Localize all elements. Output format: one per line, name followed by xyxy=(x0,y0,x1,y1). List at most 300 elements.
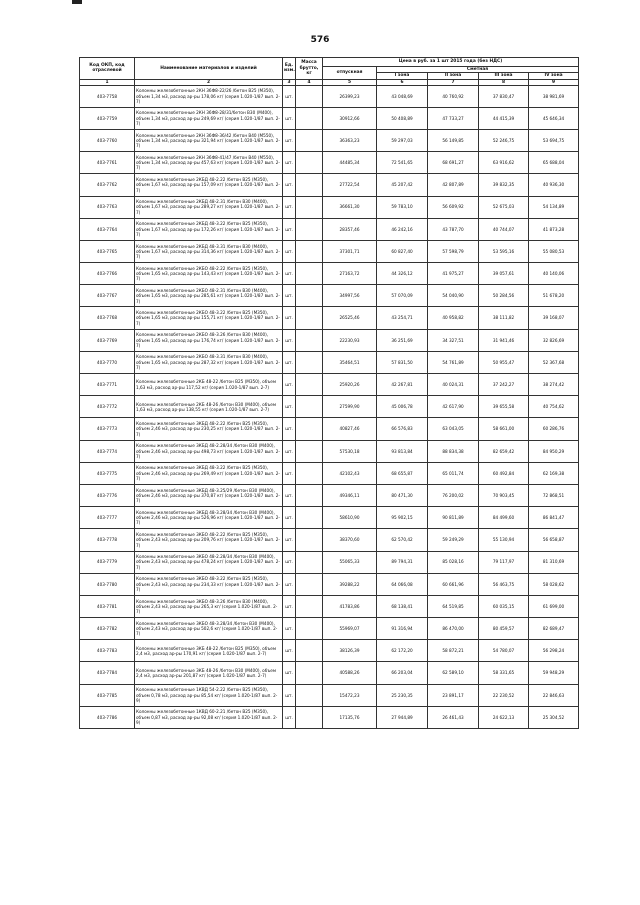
row-zone-1-price: 95 902,15 xyxy=(377,507,428,529)
row-zone-1-price: 57 070,09 xyxy=(377,285,428,307)
row-zone-4-price: 56 658,87 xyxy=(529,529,579,551)
row-code: 403-7771 xyxy=(80,374,135,396)
row-zone-1-price: 36 251,69 xyxy=(377,329,428,351)
header-zone-3: III зона xyxy=(479,73,529,79)
table-row xyxy=(80,529,579,551)
row-unit: шт. xyxy=(283,462,296,484)
row-mass xyxy=(296,396,323,418)
col-index: 9 xyxy=(529,79,579,85)
row-zone-1-price: 66 576,83 xyxy=(377,418,428,440)
row-name: Колонны железобетонные 2КБ 48-26 /бетон В30 (М400), объем 1,63 м3, расход ар-ры 138,55 кг/ (серия 1.020-1/87 вып. 2-7) xyxy=(135,396,283,418)
row-release-price: 41783,86 xyxy=(323,595,377,617)
header-unit: Ед. изм. xyxy=(283,58,296,80)
table-row xyxy=(80,196,579,218)
row-name: Колонны железобетонные 3КБД 48-2.22 /бетон В25 (М350), объем 2,46 м3, расход ар-ры 230,25 кг/ (серия 1.020-1/87 вып. 2-7) xyxy=(135,418,283,440)
row-zone-3-price: 37 830,47 xyxy=(479,85,529,107)
row-code: 403-7759 xyxy=(80,107,135,129)
row-mass xyxy=(296,329,323,351)
row-name: Колонны железобетонные 3КБО 48-3.28/34 /бетон В30 (М400), объем 2,43 м3, расход ар-ры 502,6 кг/ (серия 1.020-1/87 вып. 2-7) xyxy=(135,618,283,640)
row-zone-4-price: 40 140,06 xyxy=(529,263,579,285)
row-zone-3-price: 39 655,58 xyxy=(479,396,529,418)
row-name: Колонны железобетонные 2КН 36Ф8-28/31/бетон В30 (М400), объем 1,34 м3, расход ар-ры 249,69 кг/ (серия 1.020-1/87 вып. 2-7) xyxy=(135,107,283,129)
row-zone-3-price: 44 415,39 xyxy=(479,107,529,129)
row-mass xyxy=(296,218,323,240)
row-zone-2-price: 34 327,51 xyxy=(428,329,479,351)
row-zone-4-price: 60 286,76 xyxy=(529,418,579,440)
row-name: Колонны железобетонные 2КБО 48-3.26 /бетон В30 (М400), объем 1,65 м3, расход ар-ры 176,74 кг/ (серия 1.020-1/87 вып. 2-7) xyxy=(135,329,283,351)
row-name: Колонны железобетонные 3КБД 48-3.25/29 /бетон В30 (М400), объем 2,46 м3, расход ар-ры 370,87 кг/ (серия 1.020-1/87 вып. 2-7) xyxy=(135,484,283,506)
row-zone-3-price: 22 230,52 xyxy=(479,684,529,706)
row-zone-2-price: 26 461,43 xyxy=(428,706,479,728)
row-name: Колонны железобетонные 2КБО 48-3.22 /бетон В25 (М350), объем 1,65 м3, расход ар-ры 155,71 кг/ (серия 1.020-1/87 вып. 2-7) xyxy=(135,307,283,329)
row-zone-3-price: 70 903,45 xyxy=(479,484,529,506)
row-name: Колонны железобетонные 2КБД 48-2.31 /бетон В30 (М400), объем 1,67 м3, расход ар-ры 289,27 кг/ (серия 1.020-1/87 вып. 2-7) xyxy=(135,196,283,218)
row-mass xyxy=(296,684,323,706)
row-zone-2-price: 54 761,89 xyxy=(428,351,479,373)
row-unit: шт. xyxy=(283,684,296,706)
header-zone-4: IV зона xyxy=(529,73,579,79)
row-release-price: 27163,72 xyxy=(323,263,377,285)
row-release-price: 27599,90 xyxy=(323,396,377,418)
row-mass xyxy=(296,662,323,684)
row-code: 403-7766 xyxy=(80,263,135,285)
row-zone-1-price: 62 172,20 xyxy=(377,640,428,662)
row-zone-2-price: 88 834,38 xyxy=(428,440,479,462)
row-zone-1-price: 27 944,89 xyxy=(377,706,428,728)
row-zone-3-price: 55 130,94 xyxy=(479,529,529,551)
row-release-price: 57530,18 xyxy=(323,440,377,462)
row-zone-1-price: 46 242,16 xyxy=(377,218,428,240)
row-zone-3-price: 60 035,15 xyxy=(479,595,529,617)
row-zone-1-price: 42 267,81 xyxy=(377,374,428,396)
row-zone-1-price: 25 230,35 xyxy=(377,684,428,706)
row-zone-4-price: 38 274,42 xyxy=(529,374,579,396)
row-zone-3-price: 52 246,75 xyxy=(479,129,529,151)
table-row xyxy=(80,662,579,684)
row-zone-4-price: 41 873,28 xyxy=(529,218,579,240)
row-zone-2-price: 64 519,85 xyxy=(428,595,479,617)
row-name: Колонны железобетонные 2КН 36Ф8-22/26 /бетон В25 (М350), объем 1,34 м3, расход ар-ры 178,06 кг/ (серия 1.020-1/87 вып. 2-7) xyxy=(135,85,283,107)
row-mass xyxy=(296,640,323,662)
row-name: Колонны железобетонные 2КН 36Ф8-41/47 /бетон В40 (М550), объем 1,34 м3, расход ар-ры 457,63 кг/ (серия 1.020-1/87 вып. 2-7) xyxy=(135,152,283,174)
row-zone-4-price: 81 310,69 xyxy=(529,551,579,573)
row-code: 403-7768 xyxy=(80,307,135,329)
header-code: Код ОКП, код отраслевой xyxy=(80,58,135,80)
table-row xyxy=(80,129,579,151)
row-mass xyxy=(296,462,323,484)
row-release-price: 35464,51 xyxy=(323,351,377,373)
table-row xyxy=(80,551,579,573)
row-unit: шт. xyxy=(283,107,296,129)
row-unit: шт. xyxy=(283,706,296,728)
row-mass xyxy=(296,374,323,396)
row-zone-3-price: 56 463,75 xyxy=(479,573,529,595)
row-zone-4-price: 72 868,51 xyxy=(529,484,579,506)
col-index: 4 xyxy=(296,79,323,85)
row-release-price: 55065,33 xyxy=(323,551,377,573)
row-zone-4-price: 86 841,47 xyxy=(529,507,579,529)
row-mass xyxy=(296,618,323,640)
header-zone-2: II зона xyxy=(428,73,479,79)
price-table xyxy=(79,57,579,729)
row-zone-2-price: 59 249,29 xyxy=(428,529,479,551)
table-row xyxy=(80,440,579,462)
row-zone-2-price: 54 040,90 xyxy=(428,285,479,307)
row-zone-1-price: 93 813,84 xyxy=(377,440,428,462)
row-zone-1-price: 43 048,69 xyxy=(377,85,428,107)
row-unit: шт. xyxy=(283,240,296,262)
row-zone-4-price: 53 694,75 xyxy=(529,129,579,151)
table-row xyxy=(80,85,579,107)
row-zone-2-price: 40 024,31 xyxy=(428,374,479,396)
row-unit: шт. xyxy=(283,484,296,506)
row-code: 403-7776 xyxy=(80,484,135,506)
row-mass xyxy=(296,107,323,129)
row-zone-1-price: 44 326,12 xyxy=(377,263,428,285)
row-code: 403-7784 xyxy=(80,662,135,684)
row-zone-4-price: 55 080,53 xyxy=(529,240,579,262)
table-row xyxy=(80,640,579,662)
row-release-price: 26399,23 xyxy=(323,85,377,107)
row-unit: шт. xyxy=(283,174,296,196)
table-row xyxy=(80,595,579,617)
row-code: 403-7772 xyxy=(80,396,135,418)
row-release-price: 49346,11 xyxy=(323,484,377,506)
row-zone-4-price: 38 981,69 xyxy=(529,85,579,107)
row-name: Колонны железобетонные 3КБ 48-26 /бетон В30 (М400), объем 2,4 м3, расход ар-ры 201,87 кг/ (серия 1.020-1/87 вып. 2-7) xyxy=(135,662,283,684)
row-code: 403-7780 xyxy=(80,573,135,595)
row-release-price: 39288,22 xyxy=(323,573,377,595)
table-body xyxy=(80,85,579,728)
row-zone-4-price: 56 298,24 xyxy=(529,640,579,662)
header-name: Наименование материалов и изделий xyxy=(135,58,283,80)
row-mass xyxy=(296,263,323,285)
table-row xyxy=(80,174,579,196)
row-release-price: 22230,93 xyxy=(323,329,377,351)
row-zone-1-price: 64 066,08 xyxy=(377,573,428,595)
row-zone-4-price: 51 678,20 xyxy=(529,285,579,307)
row-zone-2-price: 40 760,92 xyxy=(428,85,479,107)
row-unit: шт. xyxy=(283,285,296,307)
row-mass xyxy=(296,285,323,307)
row-zone-1-price: 60 827,40 xyxy=(377,240,428,262)
row-zone-4-price: 58 028,62 xyxy=(529,573,579,595)
table-row xyxy=(80,418,579,440)
row-zone-2-price: 76 200,02 xyxy=(428,484,479,506)
row-code: 403-7773 xyxy=(80,418,135,440)
row-zone-3-price: 50 284,56 xyxy=(479,285,529,307)
table-row xyxy=(80,285,579,307)
row-name: Колонны железобетонные 1КВД 60-2.21 /бетон В25 (М350), объем 0,87 м3, расход ар-ры 92,08 кг/ (серия 1.020-1/87 вып. 2-9) xyxy=(135,706,283,728)
row-zone-4-price: 52 367,68 xyxy=(529,351,579,373)
row-code: 403-7763 xyxy=(80,196,135,218)
row-zone-2-price: 60 661,96 xyxy=(428,573,479,595)
row-release-price: 38126,39 xyxy=(323,640,377,662)
row-zone-2-price: 65 011,74 xyxy=(428,462,479,484)
row-name: Колонны железобетонные 2КБО 48-3.31 /бетон В30 (М400), объем 1,65 м3, расход ар-ры 287,32 кг/ (серия 1.020-1/87 вып. 2-7) xyxy=(135,351,283,373)
table-row xyxy=(80,573,579,595)
row-name: Колонны железобетонные 2КБД 48-2.22 /бетон В25 (М350), объем 1,67 м3, расход ар-ры 157,09 кг/ (серия 1.020-1/87 вып. 2-7) xyxy=(135,174,283,196)
row-zone-3-price: 31 941,46 xyxy=(479,329,529,351)
row-mass xyxy=(296,307,323,329)
row-release-price: 34997,56 xyxy=(323,285,377,307)
row-code: 403-7774 xyxy=(80,440,135,462)
row-mass xyxy=(296,174,323,196)
row-mass xyxy=(296,196,323,218)
row-unit: шт. xyxy=(283,529,296,551)
col-index: 7 xyxy=(428,79,479,85)
row-name: Колонны железобетонные 1КВД 54-2.22 /бетон В25 (М350), объем 0,78 м3, расход ар-ры 85,54 кг/ (серия 1.020-1/87 вып. 2-9) xyxy=(135,684,283,706)
row-release-price: 40827,46 xyxy=(323,418,377,440)
row-zone-2-price: 56 609,92 xyxy=(428,196,479,218)
row-zone-3-price: 79 117,97 xyxy=(479,551,529,573)
row-code: 403-7775 xyxy=(80,462,135,484)
table-row xyxy=(80,107,579,129)
row-zone-4-price: 61 699,00 xyxy=(529,595,579,617)
row-zone-1-price: 72 541,65 xyxy=(377,152,428,174)
row-release-price: 25920,26 xyxy=(323,374,377,396)
row-zone-1-price: 59 783,10 xyxy=(377,196,428,218)
row-release-price: 42102,43 xyxy=(323,462,377,484)
row-release-price: 38370,60 xyxy=(323,529,377,551)
row-release-price: 27722,54 xyxy=(323,174,377,196)
row-zone-2-price: 41 975,27 xyxy=(428,263,479,285)
row-unit: шт. xyxy=(283,307,296,329)
row-unit: шт. xyxy=(283,618,296,640)
col-index: 2 xyxy=(135,79,283,85)
row-mass xyxy=(296,507,323,529)
row-zone-2-price: 85 028,16 xyxy=(428,551,479,573)
row-zone-3-price: 58 331,65 xyxy=(479,662,529,684)
table-row xyxy=(80,618,579,640)
table-row xyxy=(80,706,579,728)
row-code: 403-7781 xyxy=(80,595,135,617)
row-zone-1-price: 50 408,89 xyxy=(377,107,428,129)
col-index: 6 xyxy=(377,79,428,85)
row-zone-4-price: 22 846,63 xyxy=(529,684,579,706)
col-index: 1 xyxy=(80,79,135,85)
row-zone-2-price: 68 691,27 xyxy=(428,152,479,174)
row-zone-3-price: 39 832,35 xyxy=(479,174,529,196)
row-zone-1-price: 66 203,04 xyxy=(377,662,428,684)
row-name: Колонны железобетонные 2КБД 48-3.31 /бетон В30 (М400), объем 1,67 м3, расход ар-ры 314,36 кг/ (серия 1.020-1/87 вып. 2-7) xyxy=(135,240,283,262)
row-zone-2-price: 58 872,21 xyxy=(428,640,479,662)
row-zone-1-price: 89 794,31 xyxy=(377,551,428,573)
row-zone-4-price: 65 688,04 xyxy=(529,152,579,174)
row-mass xyxy=(296,85,323,107)
row-unit: шт. xyxy=(283,595,296,617)
row-name: Колонны железобетонные 3КБД 48-3.28/34 /бетон В30 (М400), объем 2,46 м3, расход ар-ры 526,96 кг/ (серия 1.020-1/87 вып. 2-7) xyxy=(135,507,283,529)
row-zone-2-price: 86 470,00 xyxy=(428,618,479,640)
row-unit: шт. xyxy=(283,573,296,595)
table-row xyxy=(80,684,579,706)
row-code: 403-7767 xyxy=(80,285,135,307)
row-zone-3-price: 80 459,57 xyxy=(479,618,529,640)
row-unit: шт. xyxy=(283,374,296,396)
row-zone-1-price: 45 006,78 xyxy=(377,396,428,418)
row-zone-2-price: 42 617,90 xyxy=(428,396,479,418)
row-name: Колонны железобетонные 3КБО 48-3.22 /бетон В25 (М350), объем 2,43 м3, расход ар-ры 234,33 кг/ (серия 1.020-1/87 вып. 2-7) xyxy=(135,573,283,595)
row-code: 403-7777 xyxy=(80,507,135,529)
row-unit: шт. xyxy=(283,85,296,107)
row-zone-4-price: 54 134,89 xyxy=(529,196,579,218)
row-zone-3-price: 39 057,61 xyxy=(479,263,529,285)
row-code: 403-7770 xyxy=(80,351,135,373)
table-row xyxy=(80,263,579,285)
row-release-price: 17135,76 xyxy=(323,706,377,728)
row-zone-4-price: 45 646,34 xyxy=(529,107,579,129)
row-mass xyxy=(296,240,323,262)
row-zone-4-price: 32 826,69 xyxy=(529,329,579,351)
row-zone-4-price: 82 689,47 xyxy=(529,618,579,640)
row-unit: шт. xyxy=(283,329,296,351)
row-zone-1-price: 59 297,03 xyxy=(377,129,428,151)
row-name: Колонны железобетонные 3КБО 48-2.28/34 /бетон В30 (М400), объем 2,43 м3, расход ар-ры 478,24 кг/ (серия 1.020-1/87 вып. 2-7) xyxy=(135,551,283,573)
col-index: 3 xyxy=(283,79,296,85)
row-release-price: 58610,90 xyxy=(323,507,377,529)
row-mass xyxy=(296,573,323,595)
row-release-price: 36363,23 xyxy=(323,129,377,151)
row-name: Колонны железобетонные 3КБД 48-2.28/34 /бетон В30 (М400), объем 2,46 м3, расход ар-ры 498,73 кг/ (серия 1.020-1/87 вып. 2-7) xyxy=(135,440,283,462)
row-release-price: 40588,26 xyxy=(323,662,377,684)
row-unit: шт. xyxy=(283,152,296,174)
row-mass xyxy=(296,152,323,174)
row-mass xyxy=(296,129,323,151)
row-zone-2-price: 23 891,17 xyxy=(428,684,479,706)
row-zone-2-price: 56 149,85 xyxy=(428,129,479,151)
row-zone-3-price: 60 492,84 xyxy=(479,462,529,484)
row-zone-3-price: 53 595,16 xyxy=(479,240,529,262)
row-code: 403-7782 xyxy=(80,618,135,640)
row-unit: шт. xyxy=(283,218,296,240)
row-zone-1-price: 91 316,94 xyxy=(377,618,428,640)
row-unit: шт. xyxy=(283,351,296,373)
row-zone-3-price: 37 242,27 xyxy=(479,374,529,396)
col-index: 5 xyxy=(323,79,377,85)
table-row xyxy=(80,152,579,174)
row-zone-4-price: 62 169,38 xyxy=(529,462,579,484)
row-mass xyxy=(296,440,323,462)
row-unit: шт. xyxy=(283,396,296,418)
row-unit: шт. xyxy=(283,440,296,462)
row-mass xyxy=(296,351,323,373)
row-name: Колонны железобетонные 3КБ 48-22 /бетон В25 (М350), объем 2,4 м3, расход ар-ры 170,91 кг/ (серия 1.020-1/87 вып. 2-7) xyxy=(135,640,283,662)
row-name: Колонны железобетонные 3КБД 48-3.22 /бетон В25 (М350), объем 2,46 м3, расход ар-ры 269,49 кг/ (серия 1.020-1/87 вып. 2-7) xyxy=(135,462,283,484)
row-code: 403-7779 xyxy=(80,551,135,573)
table-row xyxy=(80,374,579,396)
row-zone-3-price: 84 499,60 xyxy=(479,507,529,529)
header-zone-1: I зона xyxy=(377,73,428,79)
row-zone-2-price: 63 043,05 xyxy=(428,418,479,440)
row-zone-1-price: 57 831,50 xyxy=(377,351,428,373)
table-row xyxy=(80,329,579,351)
row-code: 403-7785 xyxy=(80,684,135,706)
table-row xyxy=(80,240,579,262)
row-unit: шт. xyxy=(283,129,296,151)
row-unit: шт. xyxy=(283,196,296,218)
row-zone-3-price: 63 916,62 xyxy=(479,152,529,174)
header-mass: Масса брутто, кг xyxy=(296,58,323,80)
row-zone-1-price: 80 471,30 xyxy=(377,484,428,506)
row-mass xyxy=(296,706,323,728)
row-name: Колонны железобетонные 2КН 36Ф8-36/42 /бетон В40 (М550), объем 1,34 м3, расход ар-ры 321,94 кг/ (серия 1.020-1/87 вып. 2-7) xyxy=(135,129,283,151)
row-code: 403-7783 xyxy=(80,640,135,662)
row-unit: шт. xyxy=(283,507,296,529)
table-row xyxy=(80,307,579,329)
row-zone-3-price: 82 659,42 xyxy=(479,440,529,462)
row-code: 403-7778 xyxy=(80,529,135,551)
row-name: Колонны железобетонные 2КБД 48-3.22 /бетон В25 (М350), объем 1,67 м3, расход ар-ры 172,26 кг/ (серия 1.020-1/87 вып. 2-7) xyxy=(135,218,283,240)
row-name: Колонны железобетонные 2КБО 48-2.22 /бетон В25 (М350), объем 1,65 м3, расход ар-ры 143,43 кг/ (серия 1.020-1/87 вып. 2-7) xyxy=(135,263,283,285)
row-zone-3-price: 50 955,47 xyxy=(479,351,529,373)
row-code: 403-7769 xyxy=(80,329,135,351)
row-zone-3-price: 38 111,82 xyxy=(479,307,529,329)
row-release-price: 26525,46 xyxy=(323,307,377,329)
row-unit: шт. xyxy=(283,551,296,573)
row-zone-3-price: 24 622,13 xyxy=(479,706,529,728)
row-zone-2-price: 43 787,70 xyxy=(428,218,479,240)
row-mass xyxy=(296,529,323,551)
row-zone-4-price: 39 168,07 xyxy=(529,307,579,329)
row-code: 403-7758 xyxy=(80,85,135,107)
row-zone-2-price: 90 811,89 xyxy=(428,507,479,529)
row-zone-3-price: 58 661,00 xyxy=(479,418,529,440)
row-unit: шт. xyxy=(283,662,296,684)
table-row xyxy=(80,396,579,418)
row-release-price: 28357,46 xyxy=(323,218,377,240)
row-zone-1-price: 43 254,71 xyxy=(377,307,428,329)
row-release-price: 55969,07 xyxy=(323,618,377,640)
row-code: 403-7765 xyxy=(80,240,135,262)
header-estimate: Сметная xyxy=(377,67,579,73)
row-release-price: 44485,34 xyxy=(323,152,377,174)
row-code: 403-7764 xyxy=(80,218,135,240)
row-code: 403-7760 xyxy=(80,129,135,151)
row-zone-4-price: 40 936,30 xyxy=(529,174,579,196)
row-mass xyxy=(296,595,323,617)
row-name: Колонны железобетонные 2КБО 48-2.31 /бетон В30 (М400), объем 1,65 м3, расход ар-ры 285,61 кг/ (серия 1.020-1/87 вып. 2-7) xyxy=(135,285,283,307)
table-row xyxy=(80,218,579,240)
row-zone-4-price: 84 950,29 xyxy=(529,440,579,462)
row-release-price: 36661,30 xyxy=(323,196,377,218)
row-name: Колонны железобетонные 3КБО 48-3.26 /бетон В30 (М400), объем 2,43 м3, расход ар-ры 265,3 кг/ (серия 1.020-1/87 вып. 2-7) xyxy=(135,595,283,617)
row-code: 403-7762 xyxy=(80,174,135,196)
row-release-price: 37301,71 xyxy=(323,240,377,262)
row-zone-1-price: 62 570,42 xyxy=(377,529,428,551)
row-zone-3-price: 54 780,07 xyxy=(479,640,529,662)
row-mass xyxy=(296,484,323,506)
row-zone-3-price: 52 675,03 xyxy=(479,196,529,218)
row-name: Колонны железобетонные 2КБ 48-22 /бетон В25 (М350), объем 1,63 м3, расход ар-ры 117,52 кг/ (серия 1.020-1/87 вып. 2-7) xyxy=(135,374,283,396)
row-zone-1-price: 68 138,41 xyxy=(377,595,428,617)
scan-mark xyxy=(72,0,82,4)
row-release-price: 15472,23 xyxy=(323,684,377,706)
table-row xyxy=(80,462,579,484)
row-zone-1-price: 45 207,42 xyxy=(377,174,428,196)
header-release: отпускная xyxy=(323,67,377,80)
row-zone-2-price: 47 733,27 xyxy=(428,107,479,129)
table-row xyxy=(80,351,579,373)
row-code: 403-7786 xyxy=(80,706,135,728)
row-release-price: 30912,66 xyxy=(323,107,377,129)
row-name: Колонны железобетонные 3КБО 48-2.22 /бетон В25 (М350), объем 2,43 м3, расход ар-ры 209,76 кг/ (серия 1.020-1/87 вып. 2-7) xyxy=(135,529,283,551)
row-unit: шт. xyxy=(283,418,296,440)
row-zone-2-price: 57 598,79 xyxy=(428,240,479,262)
row-zone-1-price: 68 655,87 xyxy=(377,462,428,484)
page-number: 576 xyxy=(310,35,330,45)
row-mass xyxy=(296,418,323,440)
row-code: 403-7761 xyxy=(80,152,135,174)
